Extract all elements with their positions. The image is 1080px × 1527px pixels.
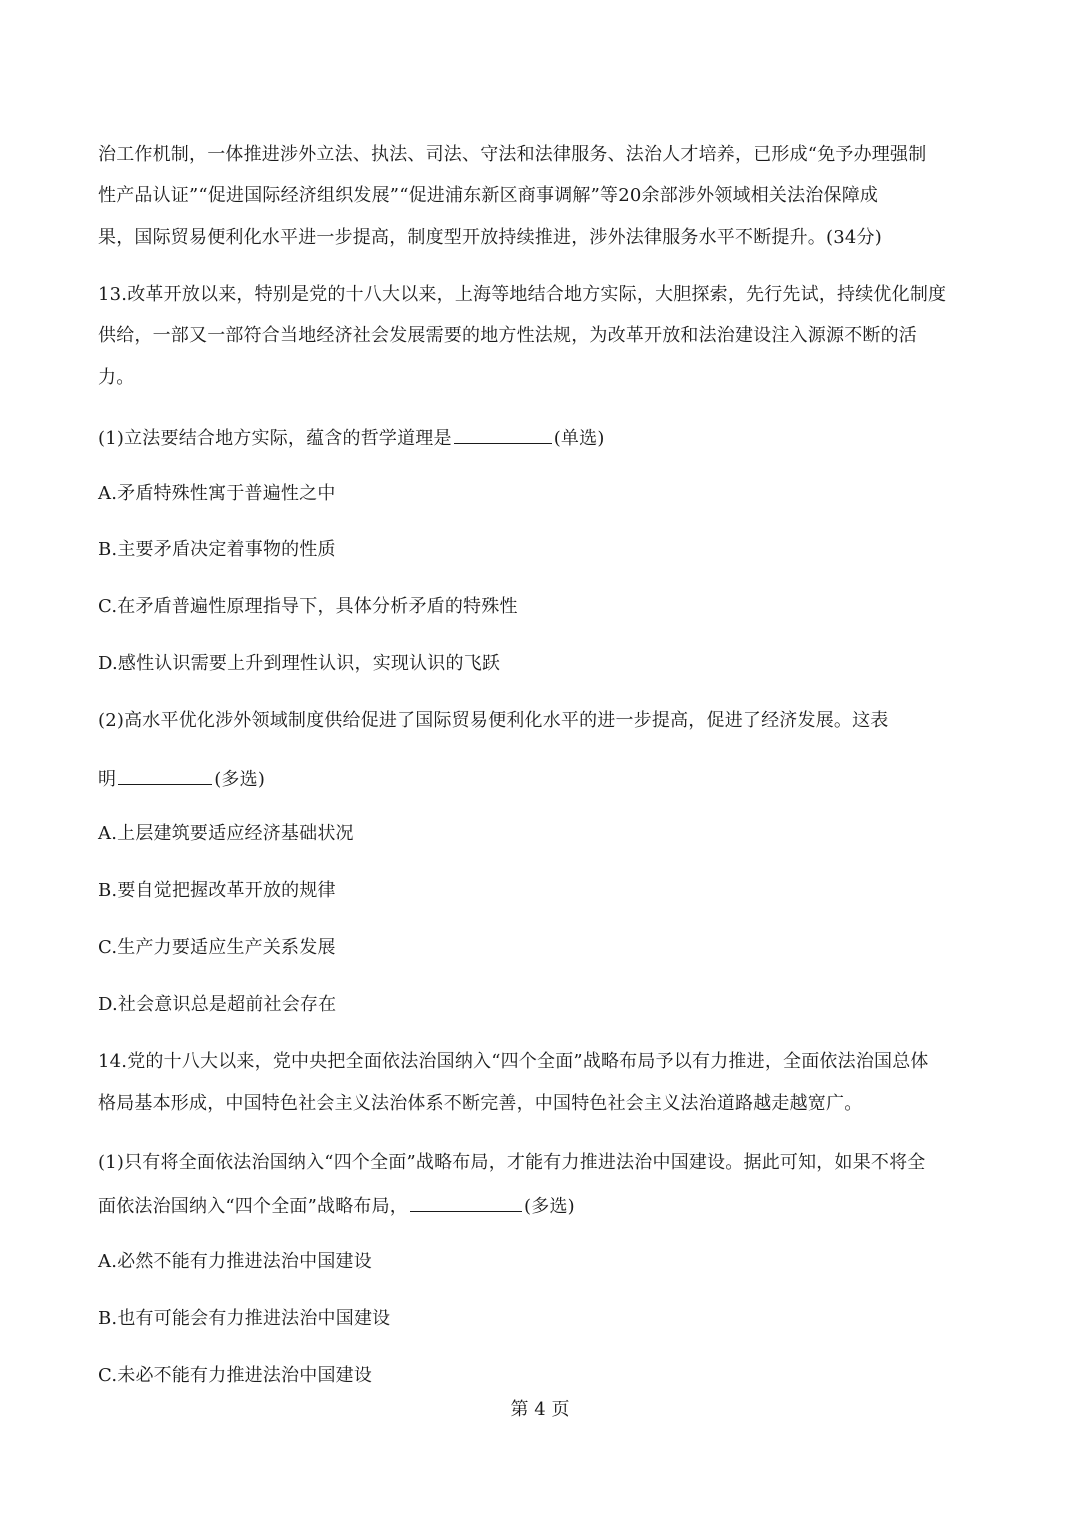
intro-line-3: 果，国际贸易便利化水平进一步提高，制度型开放持续推进，涉外法律服务水平不断提升。(34分) (98, 227, 882, 248)
q14-stem-line-2: 格局基本形成，中国特色社会主义法治体系不断完善，中国特色社会主义法治道路越走越宽广。 (98, 1093, 863, 1114)
intro-line-1: 治工作机制，一体推进涉外立法、执法、司法、守法和法律服务、法治人才培养，已形成“免予办理强制 (98, 144, 927, 165)
q13-part1-question (98, 425, 998, 451)
q14-part1-prefix: 面依法治国纳入“四个全面”战略布局， (98, 1196, 409, 1217)
q13-part2-question (98, 766, 998, 792)
q13-part1-option-d: D.感性认识需要上升到理性认识，实现认识的飞跃 (98, 653, 501, 674)
q13-part1-option-c: C.在矛盾普遍性原理指导下，具体分析矛盾的特殊性 (98, 596, 518, 617)
answer-blank[interactable] (118, 766, 212, 785)
q13-part1-option-a: A.矛盾特殊性寓于普遍性之中 (98, 483, 336, 504)
q13-stem-line-1: 13.改革开放以来，特别是党的十八大以来，上海等地结合地方实际，大胆探索，先行先试，持续优化制度 (98, 284, 947, 305)
q13-part1-type: (单选) (553, 428, 605, 449)
q13-stem-line-3: 力。 (98, 367, 135, 388)
q13-part2-line-1: (2)高水平优化涉外领域制度供给促进了国际贸易便利化水平的进一步提高，促进了经济发展。这表 (98, 710, 889, 731)
q13-part1-option-b: B.主要矛盾决定着事物的性质 (98, 539, 336, 560)
q14-part1-line-1: (1)只有将全面依法治国纳入“四个全面”战略布局，才能有力推进法治中国建设。据此可知，如果不将全 (98, 1152, 926, 1173)
q13-part2-option-a: A.上层建筑要适应经济基础状况 (98, 823, 354, 844)
q14-part1-option-c: C.未必不能有力推进法治中国建设 (98, 1365, 373, 1386)
q13-part2-prefix: 明 (98, 769, 117, 790)
answer-blank[interactable] (454, 425, 552, 444)
q13-part2-option-d: D.社会意识总是超前社会存在 (98, 994, 337, 1015)
q14-stem-line-1: 14.党的十八大以来，党中央把全面依法治国纳入“四个全面”战略布局予以有力推进，全面依法治国总体 (98, 1051, 929, 1072)
answer-blank[interactable] (410, 1193, 522, 1212)
q14-part1-option-b: B.也有可能会有力推进法治中国建设 (98, 1308, 391, 1329)
q14-part1-type: (多选) (524, 1196, 575, 1217)
q13-part2-option-c: C.生产力要适应生产关系发展 (98, 937, 336, 958)
page-number: 第 4 页 (510, 1399, 570, 1420)
q13-stem-line-2: 供给，一部又一部符合当地经济社会发展需要的地方性法规，为改革开放和法治建设注入源源不断的活 (98, 325, 917, 346)
q13-part1-prefix: (1)立法要结合地方实际，蕴含的哲学道理是 (98, 428, 452, 449)
intro-line-2: 性产品认证”“促进国际经济组织发展”“促进浦东新区商事调解”等20余部涉外领域相关法治保障成 (98, 185, 879, 206)
q14-part1-option-a: A.必然不能有力推进法治中国建设 (98, 1251, 372, 1272)
q13-part2-option-b: B.要自觉把握改革开放的规律 (98, 880, 336, 901)
q14-part1-question (98, 1193, 998, 1219)
q13-part2-type: (多选) (214, 769, 266, 790)
